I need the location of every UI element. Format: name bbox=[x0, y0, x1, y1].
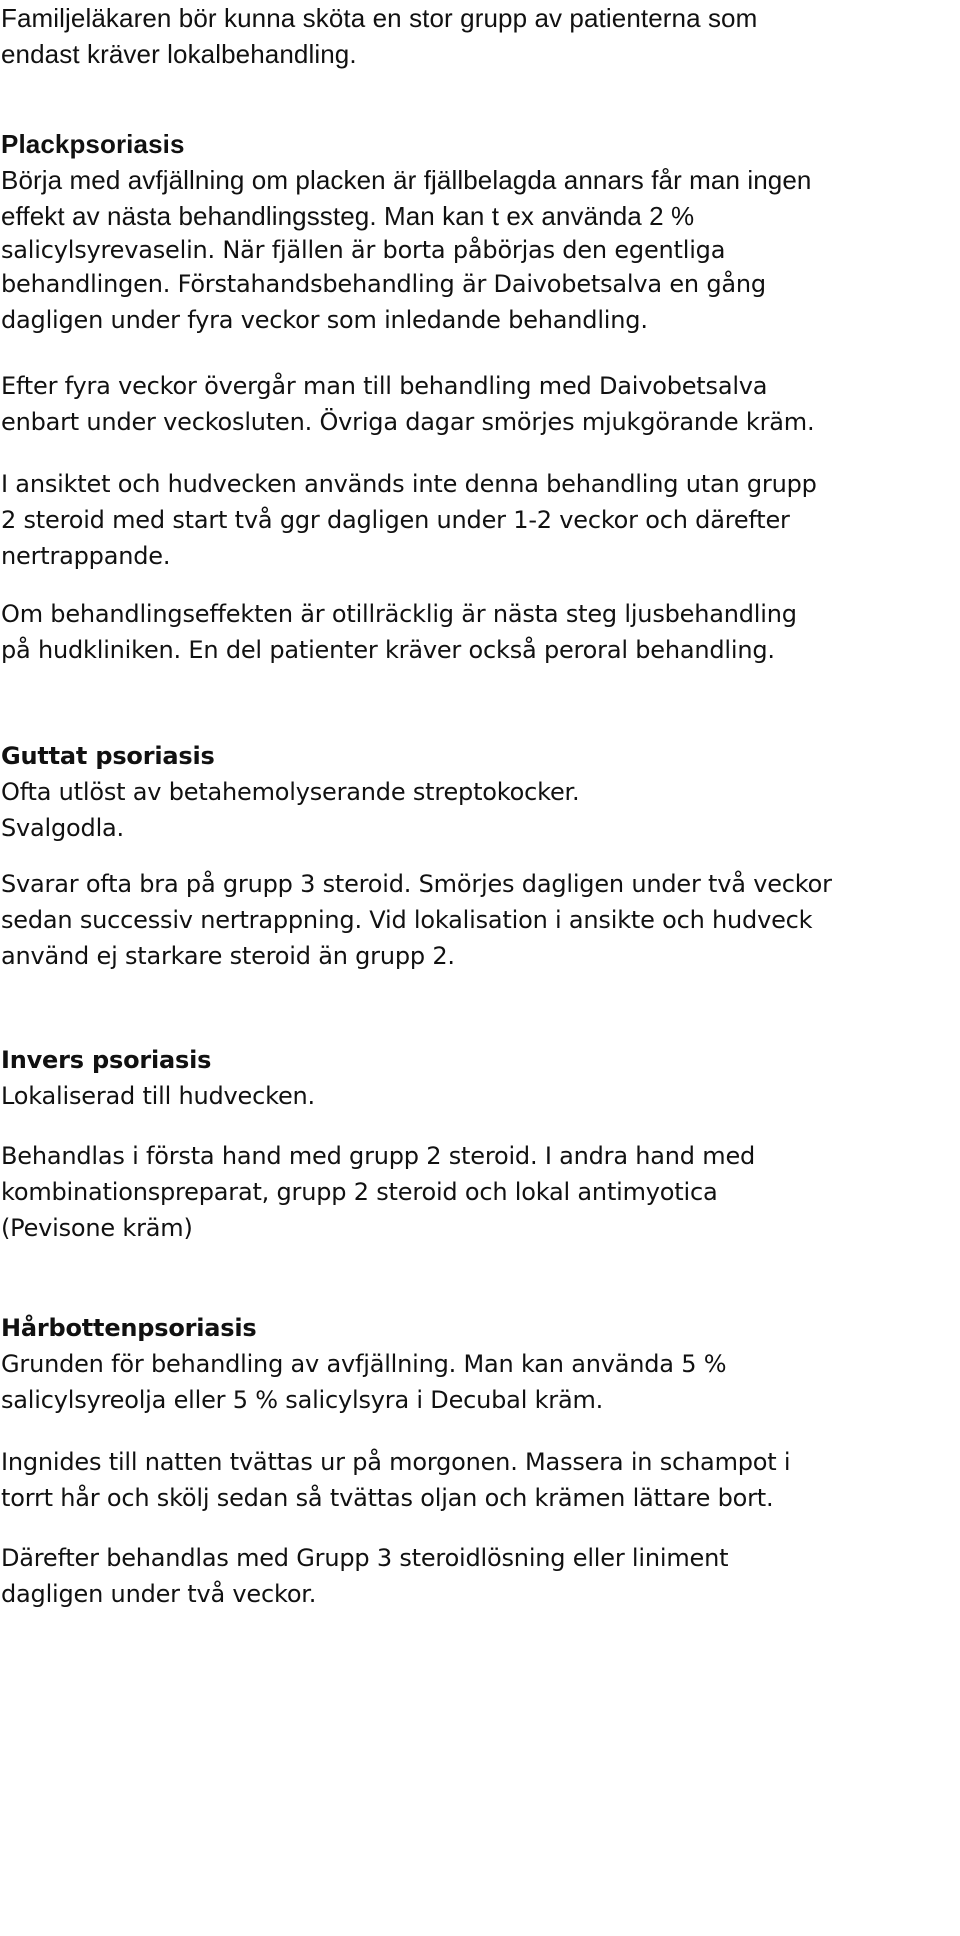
paragraph-line: 2 steroid med start två ggr dagligen under 1-2 veckor och därefter bbox=[1, 506, 790, 534]
paragraph-line: Grunden för behandling av avfjällning. Man kan använda 5 % bbox=[1, 1350, 727, 1378]
paragraph-line: behandlingen. Förstahandsbehandling är Daivobetsalva en gång bbox=[1, 270, 766, 298]
paragraph-line: (Pevisone kräm) bbox=[1, 1214, 193, 1242]
paragraph-line: I ansiktet och hudvecken används inte denna behandling utan grupp bbox=[1, 470, 817, 498]
paragraph-line: effekt av nästa behandlingssteg. Man kan t ex använda 2 % bbox=[1, 201, 695, 231]
paragraph-line: sedan successiv nertrappning. Vid lokalisation i ansikte och hudveck bbox=[1, 906, 813, 934]
paragraph-line: torrt hår och skölj sedan så tvättas oljan och krämen lättare bort. bbox=[1, 1484, 774, 1512]
paragraph-line: använd ej starkare steroid än grupp 2. bbox=[1, 942, 455, 970]
paragraph-line: Svarar ofta bra på grupp 3 steroid. Smörjes dagligen under två veckor bbox=[1, 870, 832, 898]
paragraph-line: salicylsyreolja eller 5 % salicylsyra i Decubal kräm. bbox=[1, 1386, 604, 1414]
paragraph-line: nertrappande. bbox=[1, 542, 171, 570]
intro-line: endast kräver lokalbehandling. bbox=[1, 39, 357, 69]
paragraph-line: Börja med avfjällning om placken är fjällbelagda annars får man ingen bbox=[1, 165, 812, 195]
paragraph-line: enbart under veckosluten. Övriga dagar smörjes mjukgörande kräm. bbox=[1, 408, 815, 436]
paragraph-line: Behandlas i första hand med grupp 2 steroid. I andra hand med bbox=[1, 1142, 756, 1170]
paragraph-line: dagligen under två veckor. bbox=[1, 1580, 317, 1608]
intro-line: Familjeläkaren bör kunna sköta en stor grupp av patienterna som bbox=[1, 3, 758, 33]
paragraph-line: Ingnides till natten tvättas ur på morgonen. Massera in schampot i bbox=[1, 1448, 791, 1476]
paragraph-line: Därefter behandlas med Grupp 3 steroidlösning eller liniment bbox=[1, 1544, 729, 1572]
section-heading-guttat-psoriasis: Guttat psoriasis bbox=[1, 742, 215, 770]
section-heading-harbottenpsoriasis: Hårbottenpsoriasis bbox=[1, 1314, 257, 1342]
section-heading-invers-psoriasis: Invers psoriasis bbox=[1, 1046, 212, 1074]
section-heading-plackpsoriasis: Plackpsoriasis bbox=[1, 129, 185, 159]
paragraph-line: Om behandlingseffekten är otillräcklig är nästa steg ljusbehandling bbox=[1, 600, 797, 628]
paragraph-line: Efter fyra veckor övergår man till behandling med Daivobetsalva bbox=[1, 372, 768, 400]
paragraph-line: dagligen under fyra veckor som inledande behandling. bbox=[1, 306, 648, 334]
paragraph-line: kombinationspreparat, grupp 2 steroid och lokal antimyotica bbox=[1, 1178, 718, 1206]
paragraph-line: på hudkliniken. En del patienter kräver också peroral behandling. bbox=[1, 636, 775, 664]
paragraph-line: Svalgodla. bbox=[1, 814, 124, 842]
paragraph-line: Lokaliserad till hudvecken. bbox=[1, 1082, 315, 1110]
paragraph-line: salicylsyrevaselin. När fjällen är borta påbörjas den egentliga bbox=[1, 236, 726, 264]
paragraph-line: Ofta utlöst av betahemolyserande streptokocker. bbox=[1, 778, 580, 806]
